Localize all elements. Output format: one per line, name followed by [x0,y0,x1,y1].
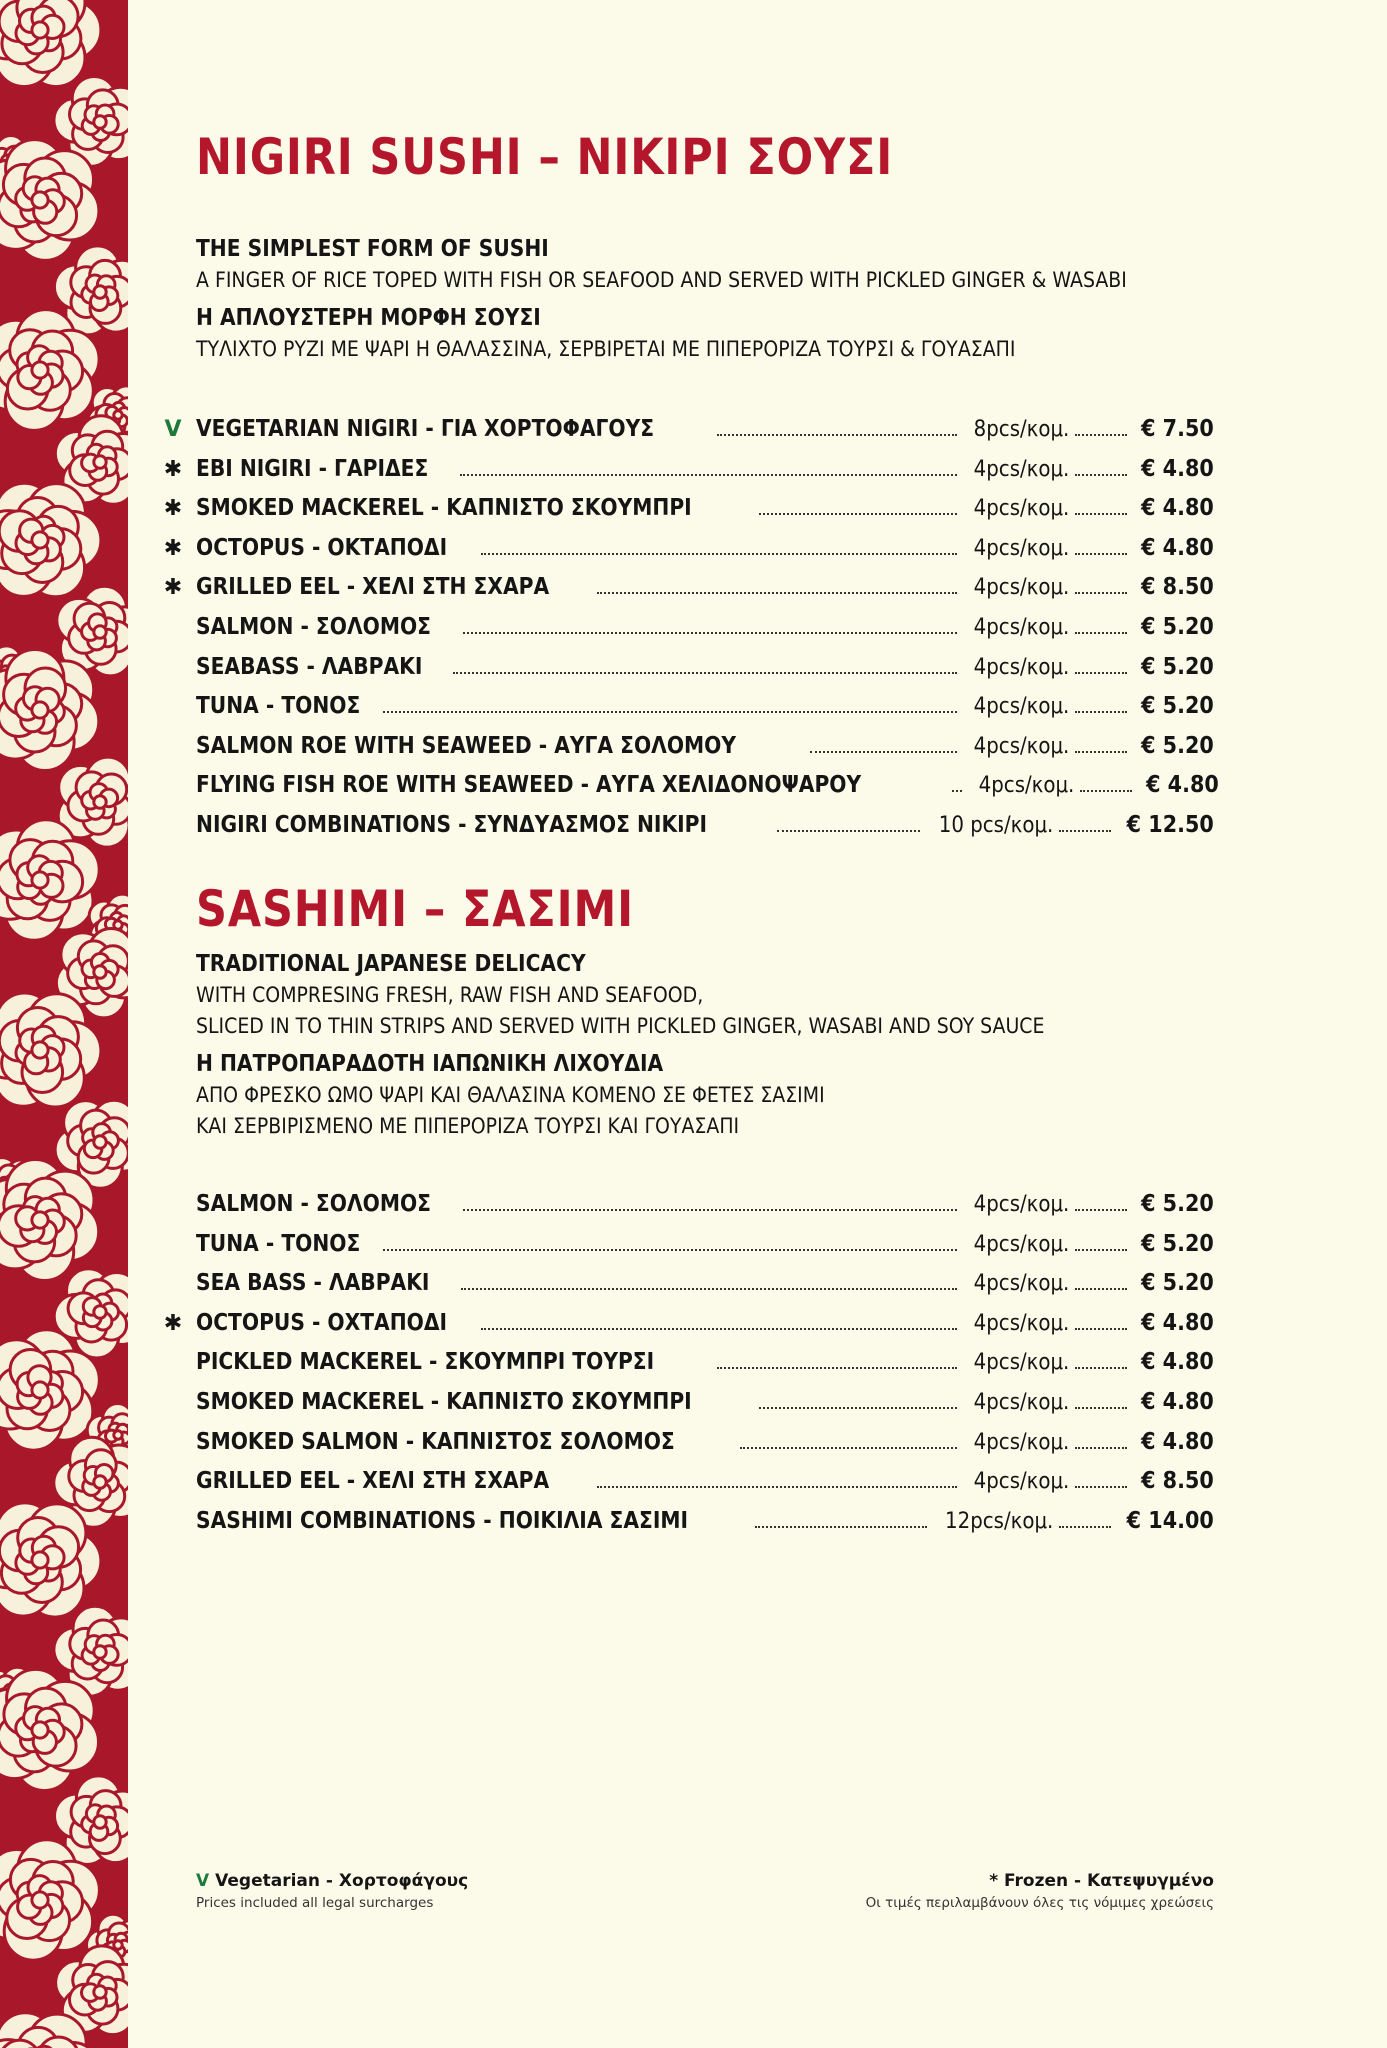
dotted-leader [1075,1429,1127,1449]
menu-item-price: € 4.80 [1141,534,1214,561]
menu-item-line [196,456,1214,482]
menu-item-row [0,1265,1387,1305]
menu-item-price: € 7.50 [1141,416,1214,442]
menu-item-line [196,1468,1214,1494]
menu-item-name: SMOKED MACKEREL - ΚΑΠΝΙΣΤΟ ΣΚΟΥΜΠΡΙ [196,1389,692,1415]
menu-item-row [0,1226,1387,1266]
vegetarian-legend [196,1869,468,1893]
dotted-leader [759,1389,957,1409]
menu-item-row [0,1463,1387,1503]
dotted-leader [597,1468,957,1488]
menu-item-line [196,495,1214,521]
frozen-legend: * Frozen - Κατεψυγμένο [989,1871,1214,1891]
dotted-leader [1059,812,1111,832]
menu-item-row [0,688,1387,728]
menu-item-quantity: 4pcs/κομ. [973,1192,1070,1217]
menu-item-quantity: 4pcs/κομ. [973,575,1070,601]
menu-item-row [0,1503,1387,1543]
menu-item-name: GRILLED EEL - ΧΕΛΙ ΣΤΗ ΣΧΑΡΑ [196,1468,550,1495]
dotted-leader [460,456,957,476]
dotted-leader [755,1508,927,1528]
menu-item-row [0,569,1387,609]
nigiri-section-title: NIGIRI SUSHI – ΝΙΚΙΡΙ ΣΟΥΣΙ [196,128,894,186]
dotted-leader [1075,1191,1127,1211]
menu-item-row [0,1424,1387,1464]
dotted-leader [481,535,957,555]
menu-item-name: SALMON - ΣΟΛΟΜΟΣ [196,1191,432,1217]
menu-item-line [196,1349,1214,1375]
menu-item-row [0,649,1387,689]
dotted-leader [463,614,957,634]
dotted-leader [1075,693,1127,713]
prices-note-en: Prices included all legal surcharges [196,1895,434,1911]
menu-item-price: € 5.20 [1141,693,1214,720]
menu-item-price: € 5.20 [1141,1230,1214,1257]
menu-item-line [196,535,1214,561]
asterisk-icon: ✱ [163,1310,183,1336]
menu-item-row [0,451,1387,491]
menu-item-price: € 5.20 [1141,614,1214,640]
dotted-leader [1075,1349,1127,1369]
asterisk-icon: ✱ [163,535,183,561]
v-letter-icon: V [196,1871,210,1891]
dotted-leader [1075,1468,1127,1488]
dotted-leader [461,1270,957,1290]
dotted-leader [759,495,957,515]
dotted-leader [810,733,957,753]
footer-left [196,1869,468,1913]
dotted-leader [1075,614,1127,634]
dotted-leader [1075,1270,1127,1290]
menu-item-row [0,807,1387,847]
sashimi-subtitle-gr: Η ΠΑΤΡΟΠΑΡΑΔΟΤΗ ΙΑΠΩΝΙΚΗ ΛΙΧΟΥΔΙΑ [196,1051,664,1077]
menu-item-quantity: 4pcs/κομ. [973,496,1070,522]
menu-item-price: € 5.20 [1141,732,1214,759]
menu-item-name: PICKLED MACKEREL - ΣΚΟΥΜΠΡΙ ΤΟΥΡΣΙ [196,1349,655,1376]
menu-item-quantity: 4pcs/κομ. [973,456,1070,482]
menu-item-line [196,1389,1214,1415]
dotted-leader [1059,1508,1111,1528]
menu-item-price: € 12.50 [1126,812,1214,838]
menu-item-quantity: 4pcs/κομ. [973,1310,1070,1336]
footer-right [866,1869,1214,1913]
dotted-leader [1075,1389,1127,1409]
menu-item-name: OCTOPUS - ΟΧΤΑΠΟΔΙ [196,1309,448,1336]
menu-item-quantity: 12pcs/κομ. [944,1508,1054,1534]
sashimi-description-en-line1: WITH COMPRESING FRESH, RAW FISH AND SEAFOOD, [196,983,704,1008]
menu-item-name: SMOKED SALMON - ΚΑΠΝΙΣΤΟΣ ΣΟΛΟΜΟΣ [196,1428,675,1455]
menu-item-quantity: 4pcs/κομ. [973,654,1070,680]
menu-item-price: € 4.80 [1141,455,1214,482]
menu-item-name: SALMON ROE WITH SEAWEED - ΑΥΓΑ ΣΟΛΟΜΟΥ [196,732,737,759]
dotted-leader [777,812,920,832]
menu-item-quantity: 4pcs/κομ. [973,1271,1070,1297]
nigiri-description-gr: ΤΥΛΙΧΤΟ ΡΥΖΙ ΜΕ ΨΑΡΙ Η ΘΑΛΑΣΣΙΝΑ, ΣΕΡΒΙΡΕΤΑΙ ΜΕ ΠΙΠΕΡΟΡΙΖΑ ΤΟΥΡΣΙ & ΓΟΥΑΣΑΠΙ [196,337,1016,362]
menu-item-row [0,1305,1387,1345]
menu-item-name: FLYING FISH ROE WITH SEAWEED - ΑΥΓΑ ΧΕΛΙΔΟΝΟΨΑΡΟΥ [196,772,862,799]
menu-item-price: € 4.80 [1141,1309,1214,1336]
sashimi-description-gr-line2: ΚΑΙ ΣΕΡΒΙΡΙΣΜΕΝΟ ΜΕ ΠΙΠΕΡΟΡΙΖΑ ΤΟΥΡΣΙ ΚΑΙ ΓΟΥΑΣΑΠΙ [196,1114,740,1139]
menu-item-name: SEA BASS - ΛΑΒΡΑΚΙ [196,1270,430,1297]
menu-item-price: € 8.50 [1141,1468,1214,1495]
dotted-leader [1075,416,1127,436]
menu-item-name: SMOKED MACKEREL - ΚΑΠΝΙΣΤΟ ΣΚΟΥΜΠΡΙ [196,495,692,522]
menu-item-name: GRILLED EEL - ΧΕΛΙ ΣΤΗ ΣΧΑΡΑ [196,574,550,601]
menu-item-name: SALMON - ΣΟΛΟΜΟΣ [196,614,432,640]
menu-item-quantity: 4pcs/κομ. [973,615,1070,640]
menu-item-line [196,1429,1214,1455]
dotted-leader [1075,456,1127,476]
menu-item-line [196,772,1219,799]
dotted-leader [1075,1310,1127,1330]
sashimi-subtitle-en: TRADITIONAL JAPANESE DELICACY [196,951,586,977]
dotted-leader [717,1349,957,1369]
dotted-leader [1075,535,1127,555]
menu-item-line [196,1191,1214,1217]
dotted-leader [1080,772,1132,792]
dotted-leader [383,1231,957,1251]
menu-item-name: EBI NIGIRI - ΓΑΡΙΔΕΣ [196,455,429,482]
dotted-leader [952,772,962,792]
sashimi-section-title: SASHIMI – ΣΑΣΙΜΙ [196,880,635,938]
menu-item-line [196,574,1214,600]
menu-item-quantity: 4pcs/κομ. [973,694,1070,720]
dotted-leader [1075,574,1127,594]
dotted-leader [1075,733,1127,753]
menu-item-name: SASHIMI COMBINATIONS - ΠΟΙΚΙΛΙΑ ΣΑΣΙΜΙ [196,1507,689,1534]
menu-item-row [0,728,1387,768]
sashimi-description [196,949,1044,1142]
menu-item-row [0,1384,1387,1424]
menu-item-line [196,693,1214,719]
dotted-leader [1075,654,1127,674]
menu-item-price: € 4.80 [1141,1349,1214,1376]
menu-item-row [0,490,1387,530]
menu-item-quantity: 4pcs/κομ. [973,1469,1070,1495]
nigiri-subtitle-en: THE SIMPLEST FORM OF SUSHI [196,236,549,262]
vegetarian-legend-label: Vegetarian - Χορτοφάγους [215,1871,469,1891]
menu-item-name: SEABASS - ΛΑΒΡΑΚΙ [196,653,423,680]
prices-note-gr: Οι τιμές περιλαμβάνουν όλες τις νόμιμες χρεώσεις [865,1895,1214,1911]
menu-item-name: NIGIRI COMBINATIONS - ΣΥΝΔΥΑΣΜΟΣ ΝΙΚΙΡΙ [196,812,708,838]
menu-item-quantity: 4pcs/κομ. [973,1390,1070,1415]
menu-item-row [0,411,1387,451]
menu-item-line [196,614,1214,640]
menu-item-quantity: 4pcs/κομ. [973,733,1070,759]
menu-item-price: € 4.80 [1141,1389,1214,1415]
menu-item-price: € 4.80 [1141,1428,1214,1455]
menu-item-line [196,1270,1214,1296]
menu-item-name: VEGETARIAN NIGIRI - ΓΙΑ ΧΟΡΤΟΦΑΓΟΥΣ [196,416,655,442]
menu-item-price: € 4.80 [1146,772,1219,799]
v-letter-icon: V [164,417,182,442]
dotted-leader [453,654,957,674]
menu-item-quantity: 4pcs/κομ. [973,1231,1070,1257]
menu-item-quantity: 4pcs/κομ. [973,1429,1070,1455]
menu-item-price: € 8.50 [1141,574,1214,601]
dotted-leader [1075,495,1127,515]
menu-item-name: TUNA - ΤΟΝΟΣ [196,1230,361,1257]
menu-item-price: € 5.20 [1141,653,1214,680]
nigiri-description [196,234,1127,365]
menu-item-price: € 4.80 [1141,495,1214,522]
menu-item-line [196,733,1214,759]
asterisk-icon: ✱ [163,456,183,482]
menu-item-name: OCTOPUS - ΟΚΤΑΠΟΔΙ [196,534,448,561]
menu-item-row [0,1344,1387,1384]
dotted-leader [463,1191,957,1211]
menu-item-line [196,1231,1214,1257]
menu-item-price: € 5.20 [1141,1191,1214,1217]
nigiri-subtitle-gr: Η ΑΠΛΟΥΣΤΕΡΗ ΜΟΡΦΗ ΣΟΥΣΙ [196,305,541,331]
dotted-leader [1075,1231,1127,1251]
menu-item-price: € 14.00 [1126,1507,1214,1534]
asterisk-icon: ✱ [163,496,183,522]
menu-item-line [196,812,1214,838]
menu-item-quantity: 10 pcs/κομ. [938,813,1054,838]
menu-item-name: TUNA - ΤΟΝΟΣ [196,693,361,720]
menu-item-line [196,1508,1214,1534]
menu-item-line [196,1310,1214,1336]
menu-item-price: € 5.20 [1141,1270,1214,1297]
sashimi-description-gr-line1: ΑΠΟ ΦΡΕΣΚΟ ΩΜΟ ΨΑΡΙ ΚΑΙ ΘΑΛΑΣΙΝΑ ΚΟΜΕΝΟ ΣΕ ΦΕΤΕΣ ΣΑΣΙΜΙ [196,1083,825,1108]
menu-item-quantity: 4pcs/κομ. [973,1350,1070,1376]
menu-item-row [0,767,1387,807]
dotted-leader [481,1310,957,1330]
menu-item-quantity: 8pcs/κομ. [973,417,1070,442]
menu-item-line [196,416,1214,442]
menu-item-row [0,1186,1387,1226]
menu-item-row [0,530,1387,570]
asterisk-icon: ✱ [163,575,183,601]
dotted-leader [717,416,957,436]
menu-item-quantity: 4pcs/κομ. [973,535,1070,561]
nigiri-description-en: A FINGER OF RICE TOPED WITH FISH OR SEAFOOD AND SERVED WITH PICKLED GINGER & WASABI [196,268,1127,293]
dotted-leader [597,574,957,594]
dotted-leader [383,693,957,713]
menu-item-row [0,609,1387,649]
menu-item-line [196,654,1214,680]
menu-item-quantity: 4pcs/κομ. [978,773,1075,799]
dotted-leader [740,1429,957,1449]
sashimi-description-en-line2: SLICED IN TO THIN STRIPS AND SERVED WITH PICKLED GINGER, WASABI AND SOY SAUCE [196,1014,1045,1039]
